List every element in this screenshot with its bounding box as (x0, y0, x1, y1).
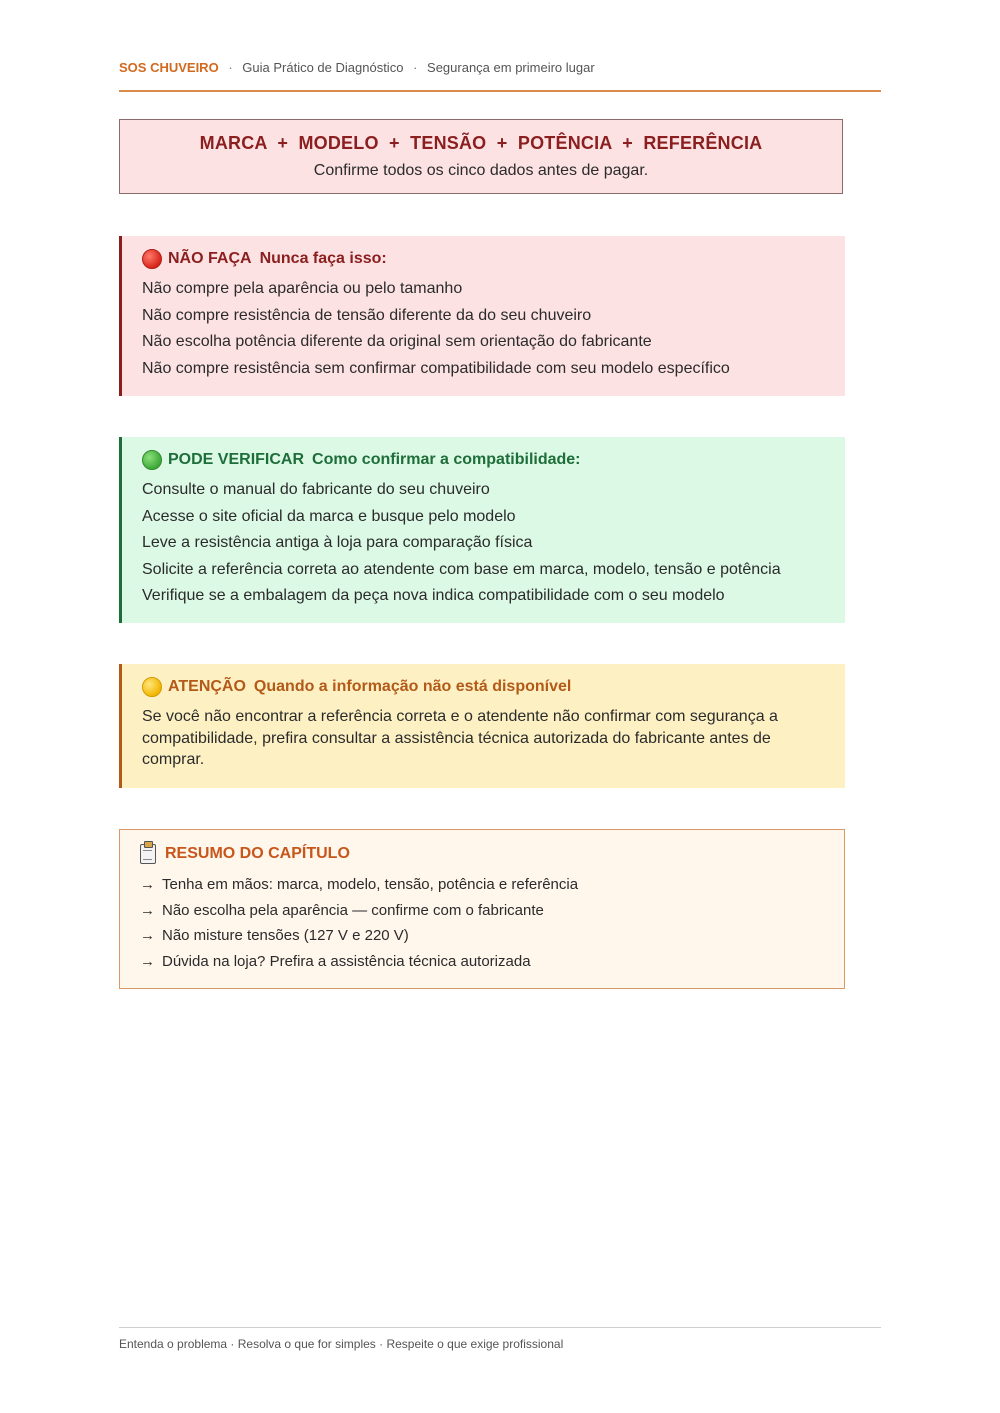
list-item: Solicite a referência correta ao atendente com base em marca, modelo, tensão e potência (142, 560, 781, 578)
dont-do-heading: Nunca faça isso: (259, 250, 387, 267)
yellow-circle-icon (142, 677, 162, 697)
summary-list (140, 872, 824, 974)
clipboard-icon (140, 844, 156, 864)
summary-item-text: Tenha em mãos: marca, modelo, tensão, potência e referência (162, 876, 579, 893)
header-subtitle: Guia Prático de Diagnóstico (242, 60, 404, 75)
arrow-right-icon: → (140, 901, 155, 919)
list-item: Não escolha potência diferente da original sem orientação do fabricante (142, 333, 652, 351)
green-circle-icon (142, 450, 162, 470)
summary-title (140, 842, 824, 866)
list-item: Verifique se a embalagem da peça nova indica compatibilidade com o seu modelo (142, 587, 725, 605)
arrow-right-icon: → (140, 927, 155, 944)
arrow-right-icon: → (140, 876, 155, 893)
attention-heading: Quando a informação não está disponível (253, 678, 572, 695)
can-verify-title (142, 449, 825, 471)
header-separator: · (413, 60, 418, 75)
attention-text: Se você não encontrar a referência correta e o atendente não confirmar com segurança a compatibilidade, prefira consultar a assistência técnica autorizada do fabricante antes de comprar. (142, 708, 778, 768)
header-separator: · (228, 60, 233, 75)
summary-item-text: Dúvida na loja? Prefira a assistência técnica autorizada (162, 952, 531, 970)
header-tagline: Segurança em primeiro lugar (427, 60, 595, 75)
list-item: Não compre resistência de tensão diferente da do seu chuveiro (142, 306, 592, 324)
list-item: Leve a resistência antiga à loja para comparação física (142, 534, 533, 552)
brand-name: SOS CHUVEIRO (119, 60, 219, 75)
dont-do-label: NÃO FAÇA (168, 250, 252, 267)
can-verify-box (119, 437, 845, 623)
list-item (140, 872, 824, 898)
can-verify-list (142, 477, 825, 610)
dont-do-title (142, 248, 825, 270)
list-item (140, 949, 824, 975)
can-verify-heading: Como confirmar a compatibilidade: (312, 451, 581, 468)
list-item (140, 923, 824, 949)
list-item (140, 898, 824, 924)
formula-subline: Confirme todos os cinco dados antes de pagar. (313, 162, 649, 179)
summary-item-text: Não misture tensões (127 V e 220 V) (162, 927, 409, 944)
arrow-right-icon: → (140, 952, 155, 970)
dont-do-list (142, 276, 825, 382)
footer-divider (119, 1327, 881, 1328)
attention-box (119, 664, 845, 788)
attention-label: ATENÇÃO (168, 678, 246, 695)
list-item: Acesse o site oficial da marca e busque pelo modelo (142, 507, 516, 525)
chapter-summary-box (119, 829, 845, 989)
can-verify-label: PODE VERIFICAR (168, 451, 305, 468)
attention-title (142, 676, 825, 698)
summary-item-text: Não escolha pela aparência — confirme com o fabricante (162, 901, 544, 919)
dont-do-box (119, 236, 845, 396)
list-item: Não compre pela aparência ou pelo tamanho (142, 280, 463, 297)
formula-box (119, 119, 843, 194)
formula-headline: MARCA + MODELO + TENSÃO + POTÊNCIA + REFERÊNCIA (199, 133, 763, 153)
summary-heading: RESUMO DO CAPÍTULO (165, 845, 350, 862)
red-circle-icon (142, 249, 162, 269)
page-footer: Entenda o problema · Resolva o que for simples · Respeite o que exige profissional (119, 1337, 564, 1351)
page-header (119, 60, 881, 75)
list-item: Não compre resistência sem confirmar compatibilidade com seu modelo específico (142, 359, 730, 377)
header-divider (119, 90, 881, 92)
list-item: Consulte o manual do fabricante do seu chuveiro (142, 481, 490, 498)
